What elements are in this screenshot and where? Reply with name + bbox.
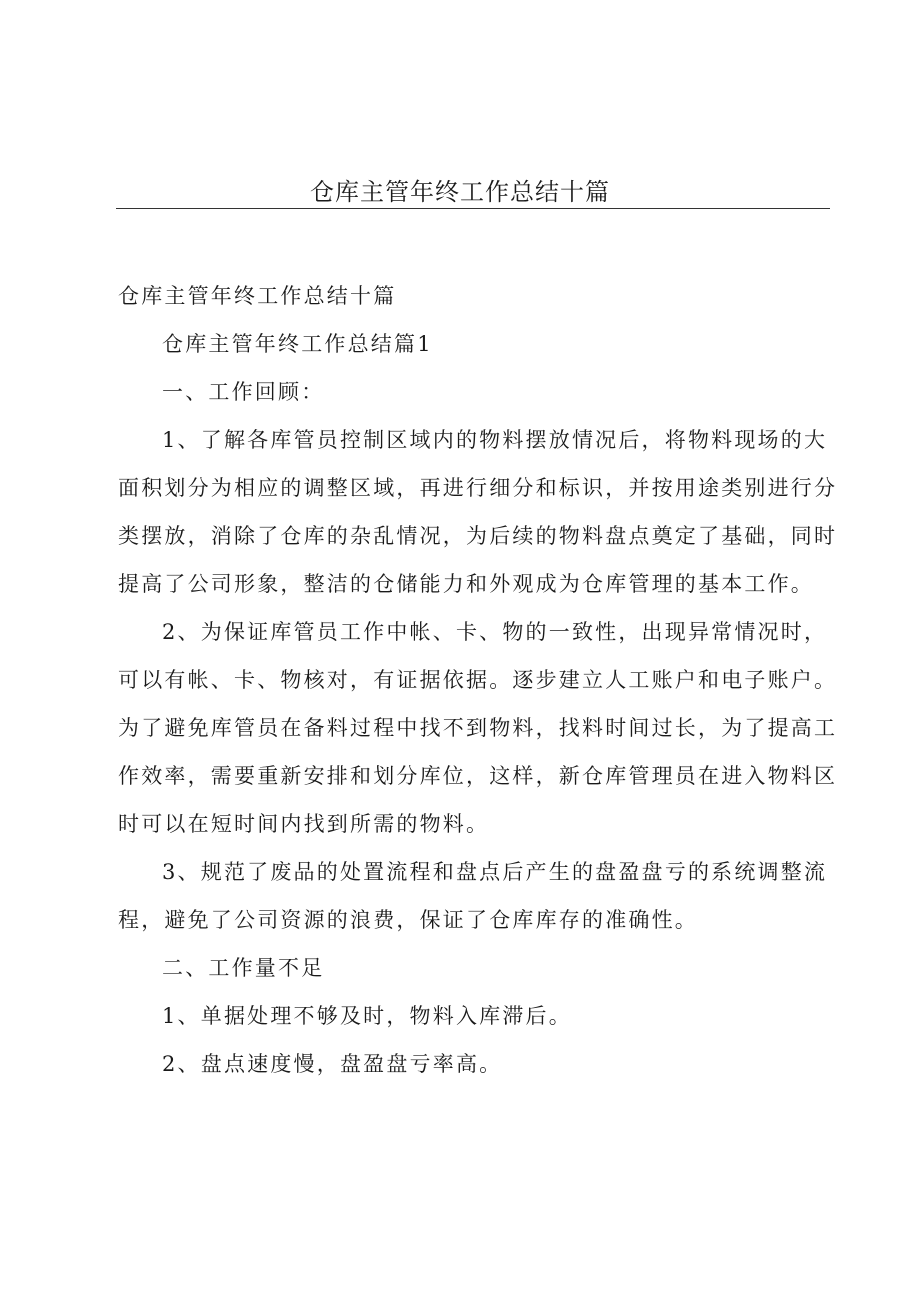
paragraph-line: 可以有帐、卡、物核对，有证据依据。逐步建立人工账户和电子账户。 bbox=[118, 668, 838, 692]
section-1-title: 一、工作回顾： bbox=[162, 380, 325, 404]
title-underline bbox=[116, 208, 830, 209]
paragraph-line: 3、规范了废品的处置流程和盘点后产生的盘盈盘亏的系统调整流 bbox=[162, 860, 828, 884]
section-2-title: 二、工作量不足 bbox=[162, 956, 325, 980]
paragraph-line: 程，避免了公司资源的浪费，保证了仓库库存的准确性。 bbox=[118, 908, 698, 932]
paragraph-line: 类摆放，消除了仓库的杂乱情况，为后续的物料盘点奠定了基础，同时 bbox=[118, 524, 838, 548]
paragraph-3 bbox=[118, 852, 830, 948]
paragraph-line: 时可以在短时间内找到所需的物料。 bbox=[118, 812, 490, 836]
list-item: 2、盘点速度慢，盘盈盘亏率高。 bbox=[162, 1052, 503, 1076]
paragraph-line: 面积划分为相应的调整区域，再进行细分和标识，并按用途类别进行分 bbox=[118, 476, 838, 500]
paragraph-2 bbox=[118, 612, 838, 852]
document-body bbox=[118, 276, 838, 1092]
paragraph-1 bbox=[118, 420, 838, 612]
heading: 仓库主管年终工作总结十篇 bbox=[118, 284, 397, 308]
paragraph-line: 为了避免库管员在备料过程中找不到物料，找料时间过长，为了提高工 bbox=[118, 716, 838, 740]
document-title: 仓库主管年终工作总结十篇 bbox=[310, 178, 610, 206]
paragraph-line: 2、为保证库管员工作中帐、卡、物的一致性，出现异常情况时， bbox=[162, 620, 828, 644]
paragraph-line: 作效率，需要重新安排和划分库位，这样，新仓库管理员在进入物料区 bbox=[118, 764, 838, 788]
subheading: 仓库主管年终工作总结篇1 bbox=[162, 332, 433, 356]
paragraph-line: 提高了公司形象，整洁的仓储能力和外观成为仓库管理的基本工作。 bbox=[118, 572, 814, 596]
list-item: 1、单据处理不够及时，物料入库滞后。 bbox=[162, 1004, 572, 1028]
paragraph-line: 1、了解各库管员控制区域内的物料摆放情况后，将物料现场的大 bbox=[162, 428, 828, 452]
